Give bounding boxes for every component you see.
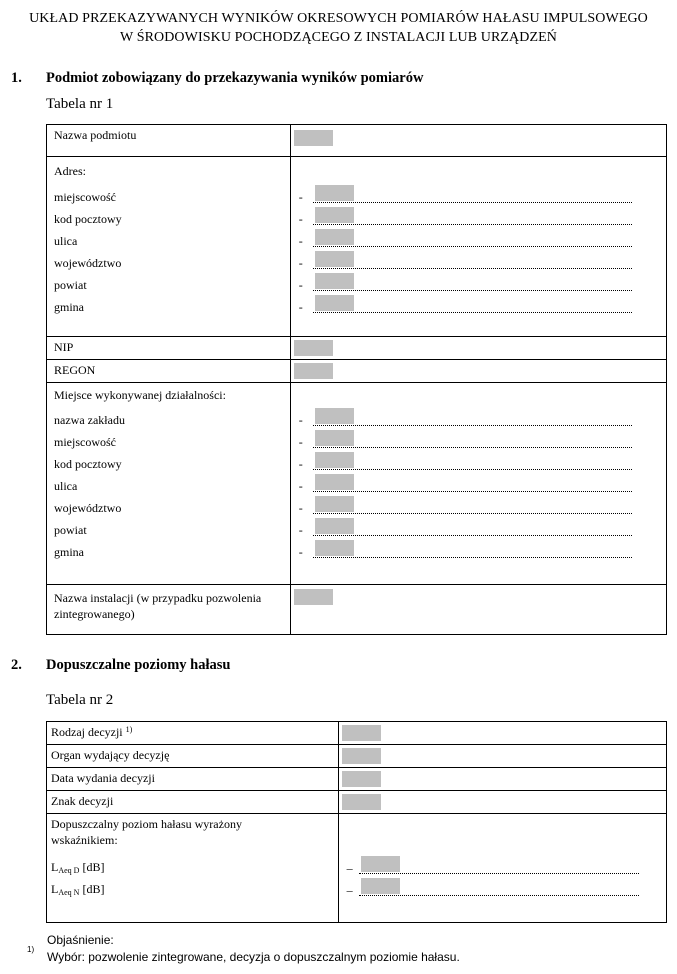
laeq-day-field[interactable] bbox=[359, 856, 639, 874]
address-postal-code-row bbox=[291, 207, 668, 229]
row-issuing-body bbox=[47, 745, 667, 768]
location-locality-row bbox=[291, 430, 668, 452]
dash: - bbox=[298, 523, 303, 537]
location-plant-name-label: nazwa zakładu bbox=[54, 413, 125, 427]
laeq-night-unit: [dB] bbox=[82, 882, 105, 896]
laeq-day-symbol: L bbox=[51, 860, 59, 874]
location-voivodeship-field[interactable] bbox=[313, 496, 632, 514]
dash: - bbox=[298, 501, 303, 515]
row-decision-type bbox=[47, 722, 667, 745]
decision-type-text: Rodzaj decyzji bbox=[51, 725, 123, 739]
field-shade bbox=[361, 878, 400, 894]
footnote-ref[interactable]: 1) bbox=[125, 725, 133, 734]
location-postal-code-label: kod pocztowy bbox=[54, 457, 122, 471]
location-street-row bbox=[291, 474, 668, 496]
regon-field[interactable] bbox=[294, 363, 333, 379]
issuing-body-field[interactable] bbox=[342, 748, 381, 764]
address-locality-label: miejscowość bbox=[54, 190, 116, 204]
location-voivodeship-row bbox=[291, 496, 668, 518]
field-shade bbox=[315, 452, 354, 468]
laeq-night-label bbox=[51, 881, 104, 899]
field-shade bbox=[315, 185, 354, 201]
table-2-caption: Tabela nr 2 bbox=[46, 692, 114, 708]
footnote-text: Wybór: pozwolenie zintegrowane, decyzja o dopuszczalnym poziomie hałasu. bbox=[47, 950, 460, 964]
address-commune-label: gmina bbox=[54, 300, 84, 314]
address-voivodeship-field[interactable] bbox=[313, 251, 632, 269]
table-1-caption: Tabela nr 1 bbox=[46, 96, 114, 112]
address-commune-row bbox=[291, 295, 668, 317]
row-address bbox=[47, 157, 667, 337]
field-shade bbox=[315, 496, 354, 512]
field-shade bbox=[361, 856, 400, 872]
address-locality-field[interactable] bbox=[313, 185, 632, 203]
laeq-night-field[interactable] bbox=[359, 878, 639, 896]
row-entity-name bbox=[47, 125, 667, 157]
regon-label: REGON bbox=[54, 363, 96, 377]
dash: - bbox=[298, 278, 303, 292]
decision-type-label bbox=[47, 722, 338, 740]
location-header: Miejsce wykonywanej działalności: bbox=[54, 388, 226, 402]
decision-mark-field[interactable] bbox=[342, 794, 381, 810]
issue-date-field[interactable] bbox=[342, 771, 381, 787]
address-street-label: ulica bbox=[54, 234, 78, 248]
section-1-title: Podmiot zobowiązany do przekazywania wyników pomiarów bbox=[46, 70, 424, 86]
field-shade bbox=[315, 408, 354, 424]
field-shade bbox=[315, 518, 354, 534]
laeq-day-label bbox=[51, 859, 104, 877]
dash: - bbox=[298, 190, 303, 204]
issuing-body-label: Organ wydający decyzję bbox=[51, 748, 170, 762]
laeq-day-row bbox=[339, 856, 668, 878]
field-shade bbox=[315, 540, 354, 556]
entity-name-field[interactable] bbox=[294, 130, 333, 146]
row-business-location bbox=[47, 383, 667, 585]
location-street-label: ulica bbox=[54, 479, 78, 493]
document-title-line-1: UKŁAD PRZEKAZYWANYCH WYNIKÓW OKRESOWYCH POMIARÓW HAŁASU IMPULSOWEGO bbox=[29, 11, 648, 26]
noise-limit-header: Dopuszczalny poziom hałasu wyrażony wskaźnikiem: bbox=[51, 817, 242, 847]
dash: - bbox=[298, 234, 303, 248]
address-county-field[interactable] bbox=[313, 273, 632, 291]
footnote-header: Objaśnienie: bbox=[47, 933, 114, 947]
dash: - bbox=[298, 300, 303, 314]
location-commune-field[interactable] bbox=[313, 540, 632, 558]
location-locality-label: miejscowość bbox=[54, 435, 116, 449]
address-commune-field[interactable] bbox=[313, 295, 632, 313]
dash: - bbox=[298, 545, 303, 559]
address-street-row bbox=[291, 229, 668, 251]
document-title-line-2: W ŚRODOWISKU POCHODZĄCEGO Z INSTALACJI LUB URZĄDZEŃ bbox=[120, 30, 557, 45]
section-1-number: 1. bbox=[11, 70, 22, 86]
address-locality-row bbox=[291, 185, 668, 207]
laeq-night-symbol: L bbox=[51, 882, 59, 896]
dash: - bbox=[298, 212, 303, 226]
location-plant-name-row bbox=[291, 408, 668, 430]
installation-name-label: Nazwa instalacji (w przypadku pozwolenia zintegrowanego) bbox=[54, 591, 262, 621]
decision-type-field[interactable] bbox=[342, 725, 381, 741]
row-noise-limit bbox=[47, 814, 667, 923]
address-header: Adres: bbox=[54, 164, 86, 178]
location-commune-label: gmina bbox=[54, 545, 84, 559]
address-postal-code-field[interactable] bbox=[313, 207, 632, 225]
field-shade bbox=[315, 207, 354, 223]
location-locality-field[interactable] bbox=[313, 430, 632, 448]
location-county-label: powiat bbox=[54, 523, 87, 537]
location-postal-code-row bbox=[291, 452, 668, 474]
laeq-night-subscript: Aeq N bbox=[58, 888, 80, 897]
field-shade bbox=[315, 295, 354, 311]
decision-mark-label: Znak decyzji bbox=[51, 794, 114, 808]
location-county-row bbox=[291, 518, 668, 540]
row-issue-date bbox=[47, 768, 667, 791]
laeq-day-unit: [dB] bbox=[82, 860, 105, 874]
address-county-label: powiat bbox=[54, 278, 87, 292]
row-regon bbox=[47, 360, 667, 383]
table-2 bbox=[46, 721, 667, 923]
address-street-field[interactable] bbox=[313, 229, 632, 247]
issue-date-label: Data wydania decyzji bbox=[51, 771, 155, 785]
address-county-row bbox=[291, 273, 668, 295]
dash: - bbox=[298, 457, 303, 471]
section-2-number: 2. bbox=[11, 657, 22, 673]
dash: – bbox=[346, 883, 353, 897]
entity-name-label: Nazwa podmiotu bbox=[54, 128, 137, 142]
section-2-title: Dopuszczalne poziomy hałasu bbox=[46, 657, 231, 673]
dash: - bbox=[298, 256, 303, 270]
location-commune-row bbox=[291, 540, 668, 562]
field-shade bbox=[315, 251, 354, 267]
dash: - bbox=[298, 479, 303, 493]
dash: – bbox=[346, 861, 353, 875]
field-shade bbox=[315, 474, 354, 490]
address-voivodeship-row bbox=[291, 251, 668, 273]
location-county-field[interactable] bbox=[313, 518, 632, 536]
document-title bbox=[0, 9, 677, 47]
laeq-day-subscript: Aeq D bbox=[58, 866, 80, 875]
dash: - bbox=[298, 413, 303, 427]
address-voivodeship-label: województwo bbox=[54, 256, 122, 270]
table-1 bbox=[46, 124, 667, 635]
dash: - bbox=[298, 435, 303, 449]
nip-field[interactable] bbox=[294, 340, 333, 356]
row-decision-mark bbox=[47, 791, 667, 814]
location-plant-name-field[interactable] bbox=[313, 408, 632, 426]
address-postal-code-label: kod pocztowy bbox=[54, 212, 122, 226]
field-shade bbox=[315, 430, 354, 446]
location-street-field[interactable] bbox=[313, 474, 632, 492]
laeq-night-row bbox=[339, 878, 668, 900]
row-nip bbox=[47, 337, 667, 360]
nip-label: NIP bbox=[54, 340, 74, 354]
row-installation-name bbox=[47, 585, 667, 635]
footnote-mark: 1) bbox=[27, 945, 35, 954]
installation-name-field[interactable] bbox=[294, 589, 333, 605]
field-shade bbox=[315, 229, 354, 245]
field-shade bbox=[315, 273, 354, 289]
location-voivodeship-label: województwo bbox=[54, 501, 122, 515]
location-postal-code-field[interactable] bbox=[313, 452, 632, 470]
